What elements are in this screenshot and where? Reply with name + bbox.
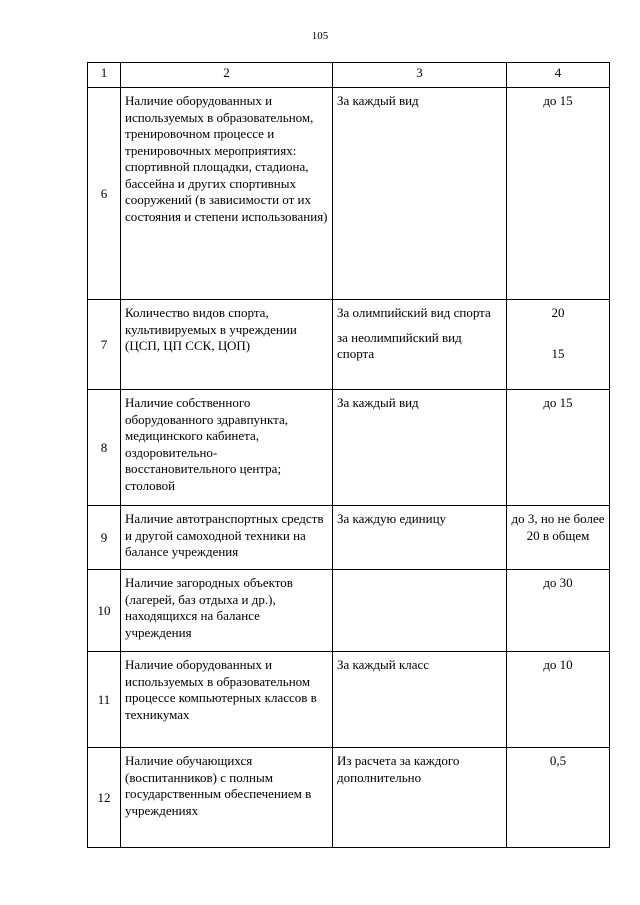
row-score-olympic: 20 [551,305,565,320]
row-description: Количество видов спорта, культивируемых в учреждении (ЦСП, ЦП ССК, ЦОП) [121,300,333,390]
row-condition-olympic: За олимпийский вид спорта [337,305,491,320]
row-condition [333,570,507,652]
row-number: 10 [88,570,121,652]
row-number: 6 [88,88,121,300]
table-row [88,300,610,390]
criteria-table [87,62,610,848]
table-row [88,570,610,652]
row-condition: Из расчета за каждого дополнительно [333,748,507,848]
header-cell-2: 2 [121,63,333,88]
table-row [88,88,610,300]
table-row [88,506,610,570]
row-description: Наличие обучающихся (воспитанников) с полным государственным обеспечением в учреждениях [121,748,333,848]
row-score [507,300,610,390]
row-number: 9 [88,506,121,570]
row-condition: За каждый вид [333,88,507,300]
row-condition: За каждую единицу [333,506,507,570]
row-score: до 3, но не более 20 в общем [507,506,610,570]
page-number: 105 [311,30,329,42]
row-description: Наличие автотранспортных средств и другой самоходной техники на балансе учреждения [121,506,333,570]
table-row [88,652,610,748]
row-score: до 15 [507,390,610,506]
row-score: до 15 [507,88,610,300]
row-number: 7 [88,300,121,390]
row-number: 11 [88,652,121,748]
row-score-non-olympic: 15 [551,345,565,361]
table-row [88,390,610,506]
row-score: до 30 [507,570,610,652]
row-description: Наличие загородных объектов (лагерей, баз отдыха и др.), находящихся на балансе учреждения [121,570,333,652]
row-condition: За каждый класс [333,652,507,748]
row-condition: За каждый вид [333,390,507,506]
row-score: 0,5 [507,748,610,848]
row-number: 12 [88,748,121,848]
row-description: Наличие собственного оборудованного здравпункта, медицинского кабинета, оздоровительно-восстановительного центра; столовой [121,390,333,506]
table-row [88,748,610,848]
row-score: до 10 [507,652,610,748]
header-cell-4: 4 [507,63,610,88]
row-condition [333,300,507,390]
header-cell-3: 3 [333,63,507,88]
header-cell-1: 1 [88,63,121,88]
row-description: Наличие оборудованных и используемых в образовательном, тренировочном процессе и тренировочных мероприятиях: спортивной площадки, стадиона, бассейна и других спортивных сооружений (в зависимости от их состояния и степени использования) [121,88,333,300]
row-condition-non-olympic: за неолимпийский вид спорта [337,329,462,361]
table-header-row [88,63,610,88]
row-description: Наличие оборудованных и используемых в образовательном процессе компьютерных классов в техникумах [121,652,333,748]
row-number: 8 [88,390,121,506]
